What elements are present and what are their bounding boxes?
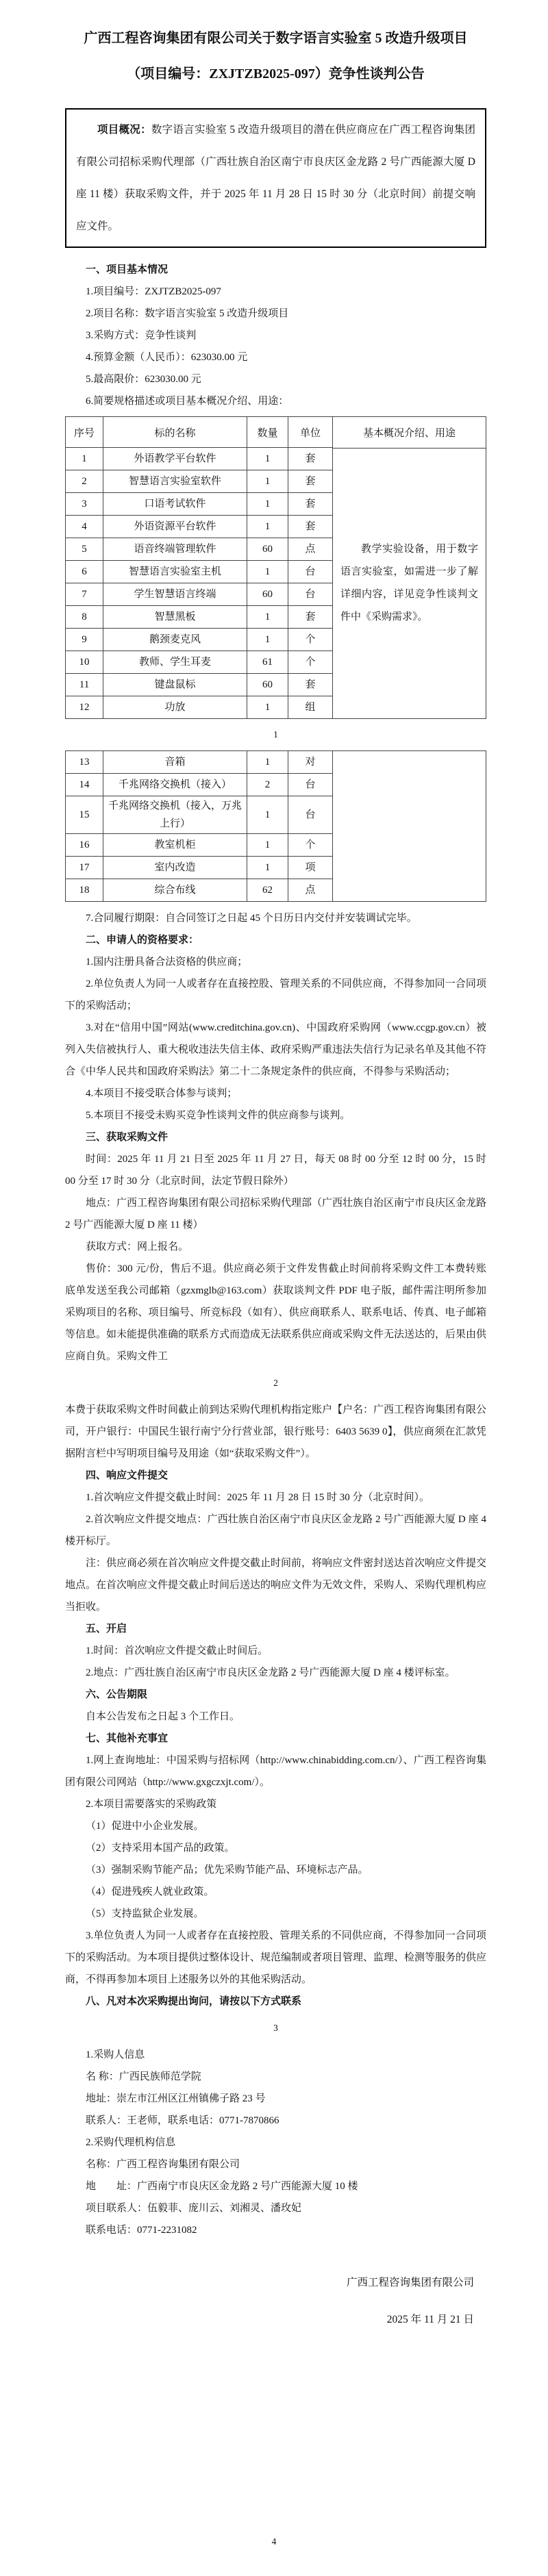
cell-name: 音箱 — [103, 751, 247, 774]
page-number-3: 3 — [273, 2023, 278, 2033]
cell-name: 智慧语言实验室软件 — [103, 470, 247, 493]
section-submission-and-policies — [65, 1399, 486, 2012]
cell-unit: 点 — [288, 538, 333, 561]
paragraph: 时间：2025 年 11 月 21 日至 2025 年 11 月 27 日，每天 08 时 00 分至 12 时 00 分，15 时 00 分至 17 时 30 分（北京时间，法定节假日除外） — [65, 1154, 486, 1187]
paragraph: 2.本项目需要落实的采购政策 — [86, 1799, 217, 1810]
paragraph: 四、响应文件提交 — [86, 1470, 169, 1481]
items-table-page2 — [65, 750, 486, 902]
cell-qty: 1 — [247, 516, 288, 538]
table-row — [66, 606, 333, 629]
paragraph: 1.采购人信息 — [86, 2049, 145, 2060]
cell-qty: 60 — [247, 674, 288, 696]
paragraph: 5.本项目不接受未购买竞争性谈判文件的供应商参与谈判。 — [86, 1110, 351, 1121]
page-title-line-1: 广西工程咨询集团有限公司关于数字语言实验室 5 改造升级项目 — [84, 31, 468, 46]
cell-no: 17 — [66, 857, 103, 879]
paragraph: 联系人：王老师，联系电话：0771-7870866 — [86, 2115, 279, 2126]
paragraph: 地 址：广西南宁市良庆区金龙路 2 号广西能源大厦 10 楼 — [86, 2181, 358, 2192]
cell-name: 学生智慧语言终端 — [103, 583, 247, 606]
cell-qty: 1 — [247, 629, 288, 651]
paragraph: 注：供应商必须在首次响应文件提交截止时间前，将响应文件密封送达首次响应文件提交地点。在首次响应文件提交截止时间后送达的响应文件为无效文件，采购人、采购代理机构应当拒收。 — [65, 1558, 487, 1613]
paragraph: 售价：300 元/份，售后不退。供应商必须于文件发售截止时间前将采购文件工本费转账底单发送至我公司邮箱（gzxmglb@163.com）获取谈判文件 PDF 电子版，邮件需注明所参加采购项目的名称、项目编号、所竞标段（如有）、供应商联系人、联系电话、传真、电子邮箱等信息。如未能提供准确的联系方式而造成无法联系供应商或采购文件无法送达的，后果由供应商自负。采购文件工 — [65, 1263, 487, 1362]
header-unit: 单位 — [288, 417, 333, 448]
table-row — [66, 561, 333, 583]
cell-unit: 套 — [288, 516, 333, 538]
cell-qty: 1 — [247, 751, 288, 774]
cell-name: 教师、学生耳麦 — [103, 651, 247, 674]
paragraph: 7.合同履行期限：自合同签订之日起 45 个日历日内交付并安装调试完毕。 — [86, 913, 417, 924]
table-row — [66, 774, 333, 796]
cell-unit: 套 — [288, 674, 333, 696]
cell-name: 室内改造 — [103, 857, 247, 879]
paragraph: 二、申请人的资格要求： — [86, 935, 199, 946]
project-overview-text — [76, 114, 475, 242]
signature-block — [65, 2264, 486, 2338]
table-row — [66, 696, 333, 719]
paragraph: 2.地点：广西壮族自治区南宁市良庆区金龙路 2 号广西能源大厦 D 座 4 楼评标室。 — [86, 1667, 456, 1678]
cell-qty: 1 — [247, 606, 288, 629]
table-row — [66, 493, 333, 516]
cell-no: 7 — [66, 583, 103, 606]
paragraph: 名称：广西工程咨询集团有限公司 — [86, 2159, 240, 2170]
paragraph: 本费于获取采购文件时间截止前到达采购代理机构指定账户【户名：广西工程咨询集团有限公司，开户银行：中国民生银行南宁分行营业部，银行账号：6403 5639 0】，供应商须在汇款凭据附言栏中写明项目编号及用途（如“获取采购文件”）。 — [65, 1404, 487, 1459]
paragraph: 3.采购方式：竞争性谈判 — [86, 330, 197, 341]
paragraph: 4.预算金额（人民币）：623030.00 元 — [86, 352, 248, 363]
table-row — [66, 879, 333, 902]
cell-no: 2 — [66, 470, 103, 493]
table-row — [66, 796, 333, 834]
table-row — [66, 674, 333, 696]
table-row — [66, 751, 333, 774]
table-row — [66, 629, 333, 651]
paragraph: 2.项目名称：数字语言实验室 5 改造升级项目 — [86, 308, 289, 319]
cell-qty: 1 — [247, 561, 288, 583]
table-row — [66, 834, 333, 857]
table-row — [66, 538, 333, 561]
paragraph: 三、获取采购文件 — [86, 1132, 169, 1143]
cell-qty: 60 — [247, 583, 288, 606]
cell-qty: 1 — [247, 696, 288, 719]
cell-unit: 项 — [288, 857, 333, 879]
paragraph: 名 称：广西民族师范学院 — [86, 2071, 201, 2082]
cell-qty: 1 — [247, 470, 288, 493]
cell-name: 综合布线 — [103, 879, 247, 902]
paragraph: 1.时间：首次响应文件提交截止时间后。 — [86, 1645, 269, 1656]
paragraph: 3.对在“信用中国”网站(www.creditchina.gov.cn)、中国政府采购网（www.ccgp.gov.cn）被列入失信被执行人、重大税收违法失信主体、政府采购严重违法失信行为记录名单及其他不符合《中华人民共和国政府采购法》第二十二条规定条件的供应商，不得参与采购活动； — [65, 1022, 487, 1077]
header-no: 序号 — [66, 417, 103, 448]
cell-qty: 62 — [247, 879, 288, 902]
table-note-column-empty — [333, 750, 486, 902]
header-qty: 数量 — [247, 417, 288, 448]
paragraph: 1.网上查询地址：中国采购与招标网（http://www.chinabidding.com.cn/）、广西工程咨询集团有限公司网站（http://www.gxgczxjt.com/）。 — [65, 1755, 486, 1788]
paragraph: 六、公告期限 — [86, 1689, 148, 1700]
page-title-line-2: （项目编号：ZXJTZB2025-097）竞争性谈判公告 — [127, 66, 425, 81]
page-number-2: 2 — [273, 1378, 278, 1388]
header-name: 标的名称 — [103, 417, 247, 448]
cell-no: 12 — [66, 696, 103, 719]
paragraph: 1.首次响应文件提交截止时间：2025 年 11 月 28 日 15 时 30 分（北京时间）。 — [86, 1492, 429, 1503]
cell-name: 键盘鼠标 — [103, 674, 247, 696]
cell-qty: 1 — [247, 448, 288, 470]
cell-unit: 台 — [288, 796, 333, 834]
table-note-text: 教学实验设备，用于数字语言实验室，如需进一步了解详细内容，详见竞争性谈判文件中《采购需求》。 — [340, 544, 478, 622]
paragraph: 地址：崇左市江州区江州镇佛子路 23 号 — [86, 2093, 266, 2104]
cell-no: 3 — [66, 493, 103, 516]
cell-no: 16 — [66, 834, 103, 857]
cell-name: 智慧语言实验室主机 — [103, 561, 247, 583]
paragraph: 七、其他补充事宜 — [86, 1733, 169, 1744]
paragraph: 2.采购代理机构信息 — [86, 2137, 176, 2148]
cell-name: 鹅颈麦克风 — [103, 629, 247, 651]
cell-no: 6 — [66, 561, 103, 583]
table-header-row — [66, 417, 333, 448]
cell-unit: 个 — [288, 651, 333, 674]
cell-unit: 台 — [288, 774, 333, 796]
cell-no: 8 — [66, 606, 103, 629]
paragraph: 获取方式：网上报名。 — [86, 1241, 189, 1252]
paragraph: 五、开启 — [86, 1624, 127, 1634]
page-number-4: 4 — [271, 2536, 277, 2547]
table-row — [66, 651, 333, 674]
cell-no: 5 — [66, 538, 103, 561]
paragraph: （1）促进中小企业发展。 — [86, 1821, 204, 1832]
cell-no: 1 — [66, 448, 103, 470]
table-row — [66, 516, 333, 538]
header-description: 基本概况介绍、用途 — [333, 417, 486, 449]
paragraph: 联系电话：0771-2231082 — [86, 2225, 197, 2236]
cell-qty: 1 — [247, 796, 288, 834]
cell-no: 4 — [66, 516, 103, 538]
cell-qty: 1 — [247, 493, 288, 516]
paragraph: 自本公告发布之日起 3 个工作日。 — [86, 1711, 240, 1722]
project-overview-body: 数字语言实验室 5 改造升级项目的潜在供应商应在广西工程咨询集团有限公司招标采购代理部（广西壮族自治区南宁市良庆区金龙路 2 号广西能源大厦 D 座 11 楼）获取采购文件，并于 2025 年 11 月 28 日 15 时 30 分（北京时间）前提交响应文件。 — [76, 124, 475, 232]
table-row — [66, 470, 333, 493]
paragraph: 4.本项目不接受联合体参与谈判； — [86, 1088, 238, 1099]
cell-unit: 个 — [288, 834, 333, 857]
cell-unit: 对 — [288, 751, 333, 774]
paragraph: 3.单位负责人为同一人或者存在直接控股、管理关系的不同供应商，不得参加同一合同项下的采购活动。为本项目提供过整体设计、规范编制或者项目管理、监理、检测等服务的供应商，不得再参加本项目上述服务以外的其他采购活动。 — [65, 1930, 487, 1985]
cell-unit: 组 — [288, 696, 333, 719]
cell-no: 15 — [66, 796, 103, 834]
cell-qty: 61 — [247, 651, 288, 674]
paragraph: （5）支持监狱企业发展。 — [86, 1908, 204, 1919]
project-overview-box — [65, 108, 486, 248]
cell-qty: 2 — [247, 774, 288, 796]
section-basic-info — [65, 259, 486, 412]
cell-name: 智慧黑板 — [103, 606, 247, 629]
cell-name: 千兆网络交换机（接入） — [103, 774, 247, 796]
table-note-column — [333, 416, 486, 719]
page-title — [65, 21, 486, 92]
page-number-1: 1 — [273, 729, 278, 740]
paragraph: 八、凡对本次采购提出询问，请按以下方式联系 — [86, 1996, 302, 2007]
project-overview-label: 项目概况： — [97, 124, 151, 136]
table-row — [66, 583, 333, 606]
table-row — [66, 857, 333, 879]
cell-unit: 台 — [288, 583, 333, 606]
cell-unit: 台 — [288, 561, 333, 583]
paragraph: （3）强制采购节能产品；优先采购节能产品、环境标志产品。 — [86, 1865, 369, 1876]
table-note-cell — [333, 449, 486, 718]
cell-unit: 套 — [288, 606, 333, 629]
paragraph: （2）支持采用本国产品的政策。 — [86, 1843, 235, 1854]
cell-name: 外语资源平台软件 — [103, 516, 247, 538]
items-table-left — [65, 416, 333, 719]
cell-unit: 套 — [288, 470, 333, 493]
paragraph: 地点：广西工程咨询集团有限公司招标采购代理部（广西壮族自治区南宁市良庆区金龙路 2 号广西能源大厦 D 座 11 楼） — [65, 1198, 487, 1230]
cell-qty: 1 — [247, 834, 288, 857]
cell-no: 14 — [66, 774, 103, 796]
paragraph: 2.首次响应文件提交地点：广西壮族自治区南宁市良庆区金龙路 2 号广西能源大厦 D 座 4 楼开标厅。 — [65, 1514, 486, 1547]
cell-no: 10 — [66, 651, 103, 674]
cell-unit: 套 — [288, 493, 333, 516]
cell-name: 口语考试软件 — [103, 493, 247, 516]
cell-no: 18 — [66, 879, 103, 902]
section-requirements-and-documents — [65, 907, 486, 1367]
cell-qty: 1 — [247, 857, 288, 879]
cell-no: 11 — [66, 674, 103, 696]
cell-unit: 套 — [288, 448, 333, 470]
cell-name: 外语教学平台软件 — [103, 448, 247, 470]
table-row — [66, 448, 333, 470]
cell-name: 功放 — [103, 696, 247, 719]
paragraph: 1.项目编号：ZXJTZB2025-097 — [86, 286, 221, 297]
paragraph: 一、项目基本情况 — [86, 264, 169, 275]
signature-date: 2025 年 11 月 21 日 — [386, 2314, 474, 2325]
items-table-page1 — [65, 416, 486, 719]
section-contact-info — [65, 2044, 486, 2241]
paragraph: 6.简要规格描述或项目基本概况介绍、用途： — [86, 396, 289, 407]
paragraph: 项目联系人：伍毅菲、庞川云、刘湘灵、潘玫妃 — [86, 2203, 302, 2214]
cell-name: 教室机柜 — [103, 834, 247, 857]
signature-company: 广西工程咨询集团有限公司 — [346, 2277, 474, 2288]
cell-qty: 60 — [247, 538, 288, 561]
cell-no: 9 — [66, 629, 103, 651]
paragraph: 5.最高限价：623030.00 元 — [86, 374, 201, 385]
paragraph: 1.国内注册具备合法资格的供应商； — [86, 957, 248, 968]
cell-name: 语音终端管理软件 — [103, 538, 247, 561]
items-table-left-2 — [65, 750, 333, 902]
paragraph: 2.单位负责人为同一人或者存在直接控股、管理关系的不同供应商，不得参加同一合同项下的采购活动； — [65, 978, 486, 1011]
cell-name: 千兆网络交换机（接入，万兆上行） — [103, 796, 247, 834]
paragraph: （4）促进残疾人就业政策。 — [86, 1886, 214, 1897]
cell-unit: 点 — [288, 879, 333, 902]
cell-no: 13 — [66, 751, 103, 774]
cell-unit: 个 — [288, 629, 333, 651]
